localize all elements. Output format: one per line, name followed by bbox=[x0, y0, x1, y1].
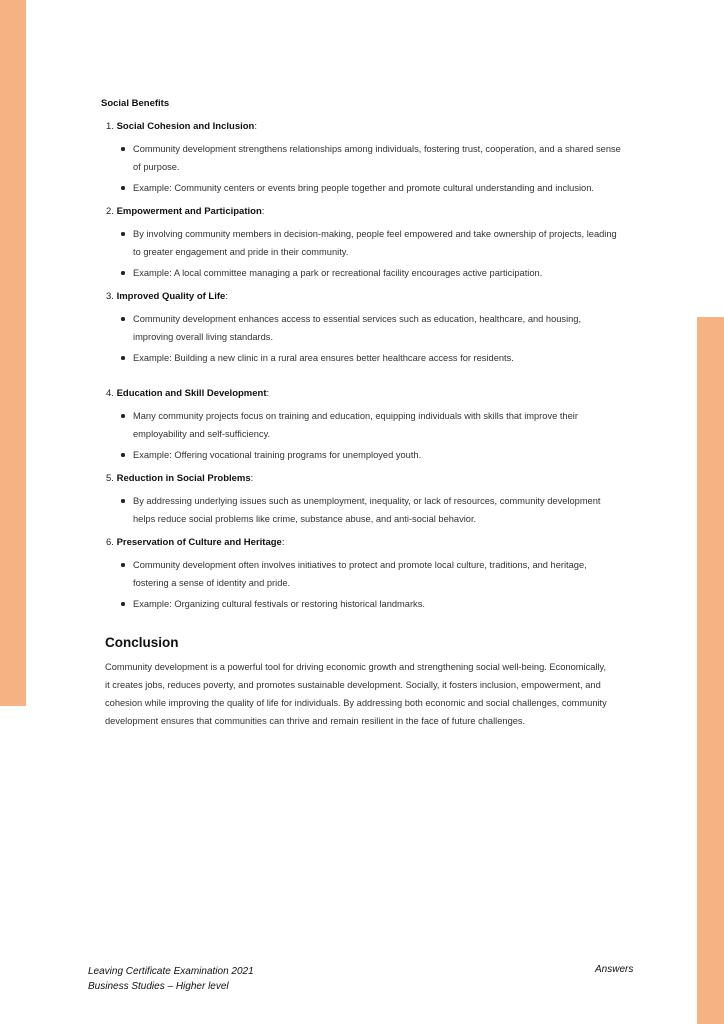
bullet-item: By involving community members in decision-making, people feel empowered and take ownership of projects, leading to greater engagement and pride in their community. bbox=[101, 225, 621, 261]
benefit-title: Social Cohesion and Inclusion bbox=[116, 121, 255, 132]
footer-exam-subject: Business Studies – Higher level bbox=[88, 981, 229, 992]
bullet-item: Many community projects focus on training and education, equipping individuals with skills that improve their employability and self-sufficiency. bbox=[101, 407, 621, 443]
bullet-list bbox=[101, 140, 621, 197]
benefit-number: 1. bbox=[106, 121, 114, 132]
benefit-number: 5. bbox=[106, 473, 114, 484]
benefit-heading: 3. Improved Quality of Life: bbox=[106, 291, 228, 302]
benefit-number: 4. bbox=[106, 388, 114, 399]
benefit-heading: 2. Empowerment and Participation: bbox=[106, 206, 265, 217]
benefit-heading: 6. Preservation of Culture and Heritage: bbox=[106, 537, 285, 548]
bullet-list bbox=[101, 492, 621, 528]
benefit-title: Empowerment and Participation bbox=[116, 206, 262, 217]
bullet-item: Example: A local committee managing a park or recreational facility encourages active participation. bbox=[101, 264, 621, 282]
conclusion-heading: Conclusion bbox=[105, 635, 179, 650]
left-accent-bar bbox=[0, 0, 26, 706]
bullet-item: Example: Community centers or events bring people together and promote cultural understanding and inclusion. bbox=[101, 179, 621, 197]
bullet-list bbox=[101, 407, 621, 464]
benefit-item-1 bbox=[101, 120, 621, 197]
benefit-title: Improved Quality of Life bbox=[116, 291, 226, 302]
benefit-title: Preservation of Culture and Heritage bbox=[116, 537, 282, 548]
bullet-item: Example: Organizing cultural festivals or restoring historical landmarks. bbox=[101, 595, 621, 613]
benefit-heading: 5. Reduction in Social Problems: bbox=[106, 473, 254, 484]
benefit-number: 3. bbox=[106, 291, 114, 302]
benefit-item-5 bbox=[101, 472, 621, 528]
footer-exam-info bbox=[88, 964, 254, 994]
bullet-list bbox=[101, 556, 621, 613]
page-content bbox=[101, 98, 621, 730]
benefit-item-4 bbox=[101, 387, 621, 464]
conclusion-paragraph: Community development is a powerful tool for driving economic growth and strengthening social well-being. Economically, it creates jobs, reduces poverty, and promotes sustainable development. Socially, it fosters inclusion, empowerment, and cohesion while improving the quality of life for individuals. By addressing both economic and social challenges, community development ensures that communities can thrive and remain resilient in the face of future challenges. bbox=[105, 662, 607, 726]
benefit-number: 2. bbox=[106, 206, 114, 217]
bullet-list bbox=[101, 310, 621, 367]
benefit-title: Education and Skill Development bbox=[116, 388, 267, 399]
bullet-list bbox=[101, 225, 621, 282]
section-title: Social Benefits bbox=[101, 98, 170, 109]
benefit-heading: 1. Social Cohesion and Inclusion: bbox=[106, 121, 257, 132]
bullet-item: Community development strengthens relationships among individuals, fostering trust, cooperation, and a shared sense of purpose. bbox=[101, 140, 621, 176]
bullet-item: By addressing underlying issues such as unemployment, inequality, or lack of resources, community development helps reduce social problems like crime, substance abuse, and anti-social behavior. bbox=[101, 492, 621, 528]
bullet-item: Example: Offering vocational training programs for unemployed youth. bbox=[101, 446, 621, 464]
bullet-item: Community development often involves initiatives to protect and promote local culture, traditions, and heritage, fostering a sense of identity and pride. bbox=[101, 556, 621, 592]
benefit-item-2 bbox=[101, 205, 621, 282]
right-accent-bar bbox=[697, 317, 724, 1024]
bullet-item: Example: Building a new clinic in a rural area ensures better healthcare access for residents. bbox=[101, 349, 621, 367]
benefit-title: Reduction in Social Problems bbox=[116, 473, 251, 484]
benefit-heading: 4. Education and Skill Development: bbox=[106, 388, 270, 399]
benefit-item-6 bbox=[101, 536, 621, 613]
footer-exam-title: Leaving Certificate Examination 2021 bbox=[88, 966, 254, 977]
benefit-item-3 bbox=[101, 290, 621, 367]
bullet-item: Community development enhances access to essential services such as education, healthcare, and housing, improving overall living standards. bbox=[101, 310, 621, 346]
benefit-number: 6. bbox=[106, 537, 114, 548]
footer-section-label: Answers bbox=[595, 964, 634, 975]
